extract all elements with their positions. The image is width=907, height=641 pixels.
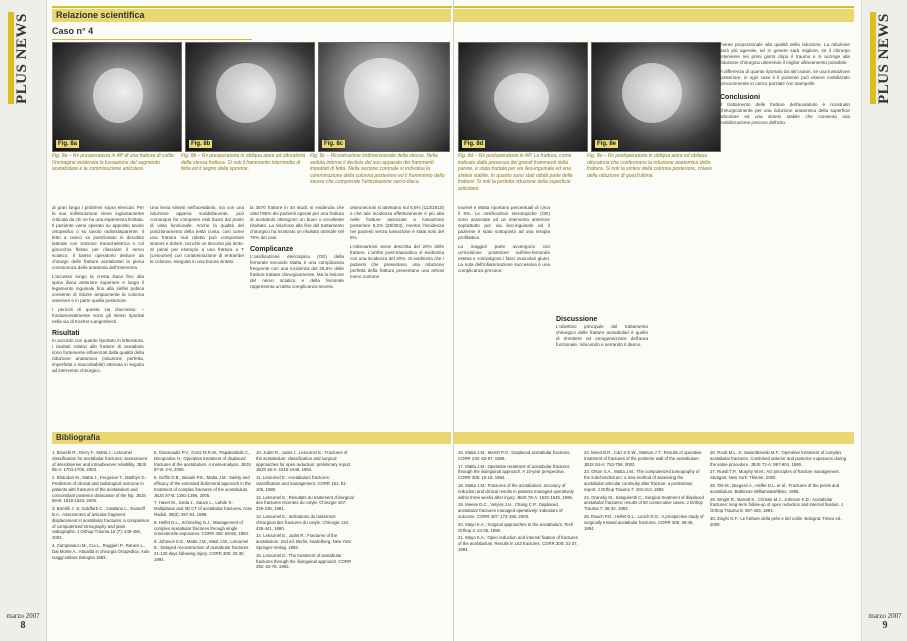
reference: 25. Rauch P.D., Helfet D.L., Lorich D.G.: A prospective study of surgically treated acetabular fractures. CORR 305: 38-46, 1994. — [584, 513, 704, 531]
logo-text: PLUS NEWS — [876, 13, 892, 104]
reference: 21. Mayo K.A.: Open reduction and internal fixation of fractures of the acetabulum. Results in 163 fractures. CORR 305: 31-37, 1994. — [458, 535, 578, 552]
reference: 11. Letournel E.: Acetabulum fractures: classification and management. CORR 151: 81-106, 1980. — [256, 475, 347, 492]
captions-right — [458, 153, 713, 192]
reference: 5. Giannoudis P.V., Grotz M.R.W., Papakostidis C., Dinopoulos H.: Operative treatment of displaced fractures of the acetabulum. A meta-analysis. JBJS 87-B: 2-9, 2005. — [154, 450, 251, 473]
text-column-1 — [52, 205, 144, 374]
reference: 30. Zinghi G.F.: Le fratture della pelvi e del cotile. Bologna: Timeo ed., 2005. — [710, 515, 843, 527]
plus-news-logo-left — [8, 12, 38, 104]
xray-row-right — [458, 42, 721, 150]
reference: 26. Routt M.L. Jr, Swiontkowski M.F.: Operative treatment of complex acetabular fractures. Combined anterior and posterior exposures during the same procedure. JBJS 72-A: 897-904, 1990. — [710, 450, 847, 467]
reference: 2. Bhandari M., Matta J., Ferguson T., Matthys G.: Predictors of clinical and radiological outcome in patients with fractures of the acetabulum and concomitant posterior dislocation of the hip. JBJS 88-B: 1618-1624, 2006. — [52, 475, 147, 504]
bibliography-col-3 — [256, 450, 354, 572]
reference: 28. Tile M., Burgess A., Helfet D.L. et al.: Fractures of the pelvis and acetabulum. Baltimore Williams&Wilkins, 1995. — [710, 482, 840, 494]
reference: 17. Matta J.M.: Operative treatment of acetabular fractures through the ilioinguinal approach. A 10-year perspective. CORR 305: 10-19, 1994. — [458, 463, 570, 481]
heading-risultati: Risultati — [52, 330, 80, 337]
page-number: 8 — [20, 620, 26, 631]
xray-image-8c — [318, 42, 450, 152]
reference: 4. Campanacci M., Cui L., Ruggieri P., Ranieri L., Dal Monte A.: Attualità in chirurgia Ortopedica. Aulo Gaggi editore Bologna 1983. — [52, 542, 150, 560]
xray-image-8d — [458, 42, 588, 152]
caption-8b: Fig. 8b – Rx preoperatoria in obliqua alare ed otturatoria della stessa frattura. Si noti il frammento intermedio di fetta ed il segno della sporone. — [181, 153, 306, 172]
reference: 16. Matta J.M., Merritt P.O.: Displaced acetabular fractures. CORR 230: 83-97, 1988. — [458, 450, 571, 461]
paragraph: Il trattamento delle fratture dell'acetabolo è ricostruito chirurgicamente per una riduzione anatomica della superficie articolare ed una sintesi stabile che consenta una mobilizzazione precoce dell'arto. — [720, 102, 850, 125]
section-title: Relazione scientifica — [52, 9, 451, 22]
figure-label: Fig. 8c — [324, 141, 344, 147]
reference: 18. Matta J.M.: Fractures of the acetabulum: accuracy of reduction and clinical results in patients managed operatively within three weeks after injury. JBJS 78-A: 1632-1645, 1996. — [458, 482, 574, 500]
text-column-3 — [250, 205, 344, 290]
text-column-4 — [350, 205, 444, 280]
plus-news-logo-right — [870, 12, 900, 104]
right-side-strip — [861, 0, 907, 641]
page-number: 9 — [882, 620, 888, 631]
paragraph: In accordo con quanto riportato in letteratura, i risultati relativi alle fratture di acetabolo sono fortemente influenzati dalla qualità della riduzione anatomica (riduzione perfetta, imperfetta o inaccettabile) ottenuta in seguito ad intervento chirurgico. — [52, 338, 144, 373]
xray-image-8a — [52, 42, 182, 152]
captions-left — [52, 153, 448, 186]
reference: 15. Letournel E.: The treatment of acetabular fractures through the ilioinguinal approach. CORR 292: 62-76, 1993. — [256, 552, 352, 570]
reference: 29. Wright R., Barrett K., Christie M.J., Johnson K.D.: Acetabular fractures: long-term follow-up of open reduction and internal fixation. J Orthop Trauma 8: 397-403, 1994. — [710, 496, 844, 514]
paragraph: di gran lunga i problemi sopra elencati. Per la sua sofisticazione viene ingiustamente criticata da chi ne ha una esperienza limitata. Il paziente viene operato su apposito tavolo ortopedico o su tavolo radiotrasparente. Il letto a carico va posizionato in decubito laterale con trazione transcheletrica o col ginocchio flesso per rilasciare il nervo sciatico. Il basso operatorio deduce da chirurgo delle fratture acetabolari la piena conoscenza della anatomia dell'intervento. — [52, 205, 144, 270]
section-bar-right — [454, 9, 854, 22]
figure-label: Fig. 8d — [464, 141, 484, 147]
paragraph: L'obiettivo principale del trattamento chirurgico delle fratture acetabolari è quello di rimettere ed omogeneizzare dell'area funzionale, riducendo e serrando il danno. — [556, 324, 648, 347]
caption-8e: Fig. 8e – Rx postoperatoria in obliqua alare ed obliqua otturatoria che confermano la riduzione anatomica della frattura. Si noti la sintesi della colonna posteriore, chiave della riduzione di quest'ultima. — [587, 153, 713, 179]
case-title: Caso n° 4 — [52, 26, 252, 40]
reference: 9. Johnson E.E., Matta J.M., Mast J.W., Letournel E.: Delayed reconstruction of acetabular fractures 21-120 days following injury. CORR 305: 20-30, 1994. — [154, 539, 249, 562]
reference: 3. Borrelli J. Jr, Goldfarb C., Catalano L., Evanoff B.A.: Assessment of articular fragment displacement in acetabular fractures: a comparison of computerized tomography and plain radiographs. J Orthop Trauma 16 (7): 449-456, 2002. — [52, 506, 150, 541]
left-page — [0, 0, 453, 641]
reference: 7. Havet M., Jurda J., Sauve L., Lahde S.: Multiplanar and 3D CT of acetabular fractures. Acta Radiol. 39(3): 257-64, 1998. — [154, 500, 252, 517]
reference: 1. Brueckl R., Derry F., Matta J.: Letournel classification for acetabular fractures: assessment of interobserver and intraobserver reliability. JBJS 85-A: 1704-1709, 2003. — [52, 450, 148, 473]
text-column-7 — [720, 42, 850, 126]
reference: 27. Ruedi T.P., Murphy W.M.: AO principles of fracture management. Stuttgart, New York: Thieme, 2000. — [710, 469, 840, 481]
bibliography-col-5 — [584, 450, 704, 533]
heading-complicanze: Complicanze — [250, 246, 294, 253]
top-rule-right — [454, 6, 854, 8]
figure-label: Fig. 8a — [58, 141, 78, 147]
bibliography-bar-right — [454, 432, 854, 444]
left-side-strip — [0, 0, 47, 641]
caption-8a: Fig. 8a – Rx preoperatoria in AP di una frattura di cotile: l'immagine evidenzia la lussazione del segmento acetabolare e la comminuzione articolare. — [52, 153, 176, 172]
heading-discussione: Discussione — [556, 316, 598, 323]
bibliography-title: Bibliografia — [52, 432, 451, 444]
reference: 19. Meese D.C., Velyvis J.H., Chang C.P.: Displaced acetabular fractures managed operatively: indicators of outcome. CORR 407: 173-186, 2003. — [458, 502, 563, 519]
xray-image-8e — [591, 42, 721, 152]
paragraph: la 3670 fratture in 34 studi, si evidenzia che oltre l'85% dei pazienti operati per una frattura di acetabolo ottengono un buon o eccellente risultato. La riduzione alla fine del trattamento chirurgico ha mostrato un risultato ottimale nel 75% dei casi. — [250, 205, 344, 240]
xray-row-left — [52, 42, 450, 150]
figure-label: Fig. 8e — [597, 141, 617, 147]
caption-8c: Fig. 8c – Ricostruzione tridimensionale della stessa. Nella seduta interna il declivio del suo apparato dei frammenti impattati di fetta. Nella sezione coronale si individua la comminuzione della colonna posteriore ed il frammento dello stesso che comprende l'articolazione sacro-iliaca. — [310, 153, 445, 185]
paragraph: mente proporzionale alla qualità della riduzione. La riduzione sarà più agevole, ed in genere sarà migliore, se il chirurgo interviene nei primi giorni dopo il trauma e si accinge alla riduzione chirurgica ottenendo il miglior allineamento possibile. — [720, 42, 850, 65]
reference: 22. Moed B.R., Carr S.E.W., Watson J.T.: Results of operative treatment of fractures of the posterior wall of the acetabulum. JBJS 84-A: 752-758, 2002. — [584, 450, 702, 467]
text-column-6 — [556, 205, 648, 348]
reference: 12. Letournel E.: Résultats du traitement chirurgical des fractures récentes du cotyle. Chirurgie 107: 229-236, 1981. — [256, 494, 354, 512]
reference: 14. Letournel E., Judet R.: Fractures of the acetabulum. 2nd ed. Berlin, Heidelberg, New York: Springer-Verlag, 1993. — [256, 533, 353, 550]
reference: 20. Mayo K.A.: Surgical approaches to the acetabulum. Tech Orthop 4: 24-35, 1990. — [458, 521, 574, 533]
bibliography-col-4 — [458, 450, 578, 555]
xray-image-8b — [185, 42, 315, 152]
paragraph: I pericoli di questa via d'accesso: – fondamentalmente sono gli stessi riportati nella via di Kocher-Langenbeck. — [52, 307, 144, 324]
heading-conclusioni: Conclusioni — [720, 94, 761, 101]
caption-8d: Fig. 8d – Rx postoperatoria in AP. La frattura, come indicato dalla presenza dei grandi frammenti della parete, è stata trattata per via ileo-inguinale ed una sintesi stabile. In quanto sono stati ridotti parte delle fratture: Si noti la perfetta riduzione della superficie articolare. — [458, 153, 573, 192]
bibliography-col-6 — [710, 450, 850, 530]
figure-label: Fig. 8b — [191, 141, 211, 147]
text-column-5 — [458, 205, 550, 274]
paragraph: osteonecrosi si attestano sul 5,6% (113/2010) e che tale incidenza effettivamente è più alta nelle fratture associate a lussazione posteriore 9,2% (28/304), mentre l'incidenza nei pazienti senza lussazione è stata solo del 5%. — [350, 205, 444, 240]
reference: 24. Oransky M., Sanguinetti C.: Surgical treatment of displaced acetabular fractures: results of 50 consecutive cases. J Orthop Trauma 7: 28-32, 1993. — [584, 494, 704, 512]
text-column-2 — [150, 205, 244, 265]
paragraph: Una lenta sintesi nell'acetabolo, ma con una riduzione appena soddisfacente, può comunque far comparire esiti buoni dal punto di vista funzionale. Anche la qualità del posizionamento della testa conta, così come una frattura mal ridotta può comportare sintomi e dolore, nonché un decorso più lento. Si pensi per esempio a una frattura a T (Letournel) con contaminazione di entrambe le colonne, eseguita in una buona sintesi. — [150, 205, 244, 264]
reference: 10. Judet R., Judet J., Letournel E.: Fractures of the acetabulum: classification and surgical approaches for open reduction: preliminary report. JBJS 46-A: 1615-1646, 1964. — [256, 450, 352, 473]
paragraph: La maggior parte avvengono con un'incisione posteriore sull'ileo-femorale estesa e coinvolgono i fasci muscolari glutei. La nota dell'infiammazione successiva è una complicanza precoce. — [458, 244, 550, 273]
reference: 13. Letournel E.: Indications du traitement chirurgical des fractures du cotyle. Chirurgie 116: 435-441, 1990. — [256, 513, 350, 531]
right-page — [453, 0, 907, 641]
paragraph: L'ossificazione eterotopica (OE) della femorale secondo Matta è una complicanza frequente con una incidenza del 25,6% delle fratture trattate chirurgicamente. Ma la lesione del nervo sciatico e della femorale rappresenta un'altra complicanza severa. — [250, 254, 344, 289]
top-rule — [52, 6, 452, 8]
paragraph: tournel e Matta riportano percentuali di circa il 5%. Le ossificazioni eterotopiche (OE) sono associate ad un intervento anteriore soprattutto per via ileo-inguinale ed il paziente è stato sottoposto ad una terapia profilattica. — [458, 205, 550, 240]
logo-text: PLUS NEWS — [14, 13, 30, 104]
footer-date: marzo 2007 — [6, 612, 40, 620]
paragraph: L'accesso lungo la cresta iliaca fino alla spina iliaca anteriore superiore e lungo il legamento inguinale fino alla sinfisi pubica consente di ridurre ampiamente la colonna anteriore e in parte quella posteriore. — [52, 274, 144, 303]
footer-left — [5, 612, 41, 631]
reference: 6. Griffin D.B., Beaulé P.E., Matta J.M.: Safety and efficacy of the extended iliofemoral approach in the treatment of complex fractures of the acetabulum. JBJS 87-B: 1391-1396, 2005. — [154, 475, 251, 498]
reference: 8. Helfet D.L., Schmeling G.J.: Management of complex acetabular fractures through single nonextensile exposures. CORR 305: 58-68, 1994. — [154, 519, 250, 537]
bibliography-col-1 — [52, 450, 150, 562]
bibliography-col-2 — [154, 450, 252, 564]
reference: 23. Olson S.A., Matta J.M.: The computerized tomography of the subchondral arc: a new method of assessing the acetabular articular continuity after fracture: a preliminary report. J Orthop Trauma 7: 402-413, 1993. — [584, 469, 700, 492]
paragraph: A differenza di quanto riportato da altri autori, se una lussazione posteriore, in ogni caso è il paziente può essere mobilizzato precocemente in carico parziale con stampelle. — [720, 69, 850, 86]
footer-right — [867, 612, 903, 631]
paragraph: L'osteoartrosi viene descritta del 20% delle fratture. L'artrite post-traumatica si evidenzia con una incidenza del 20%. Si evidenzia che i pazienti che presentano una riduzione perfetta della frattura presentano una artrosi meno comune. — [350, 244, 444, 279]
footer-date: marzo 2007 — [868, 612, 902, 620]
